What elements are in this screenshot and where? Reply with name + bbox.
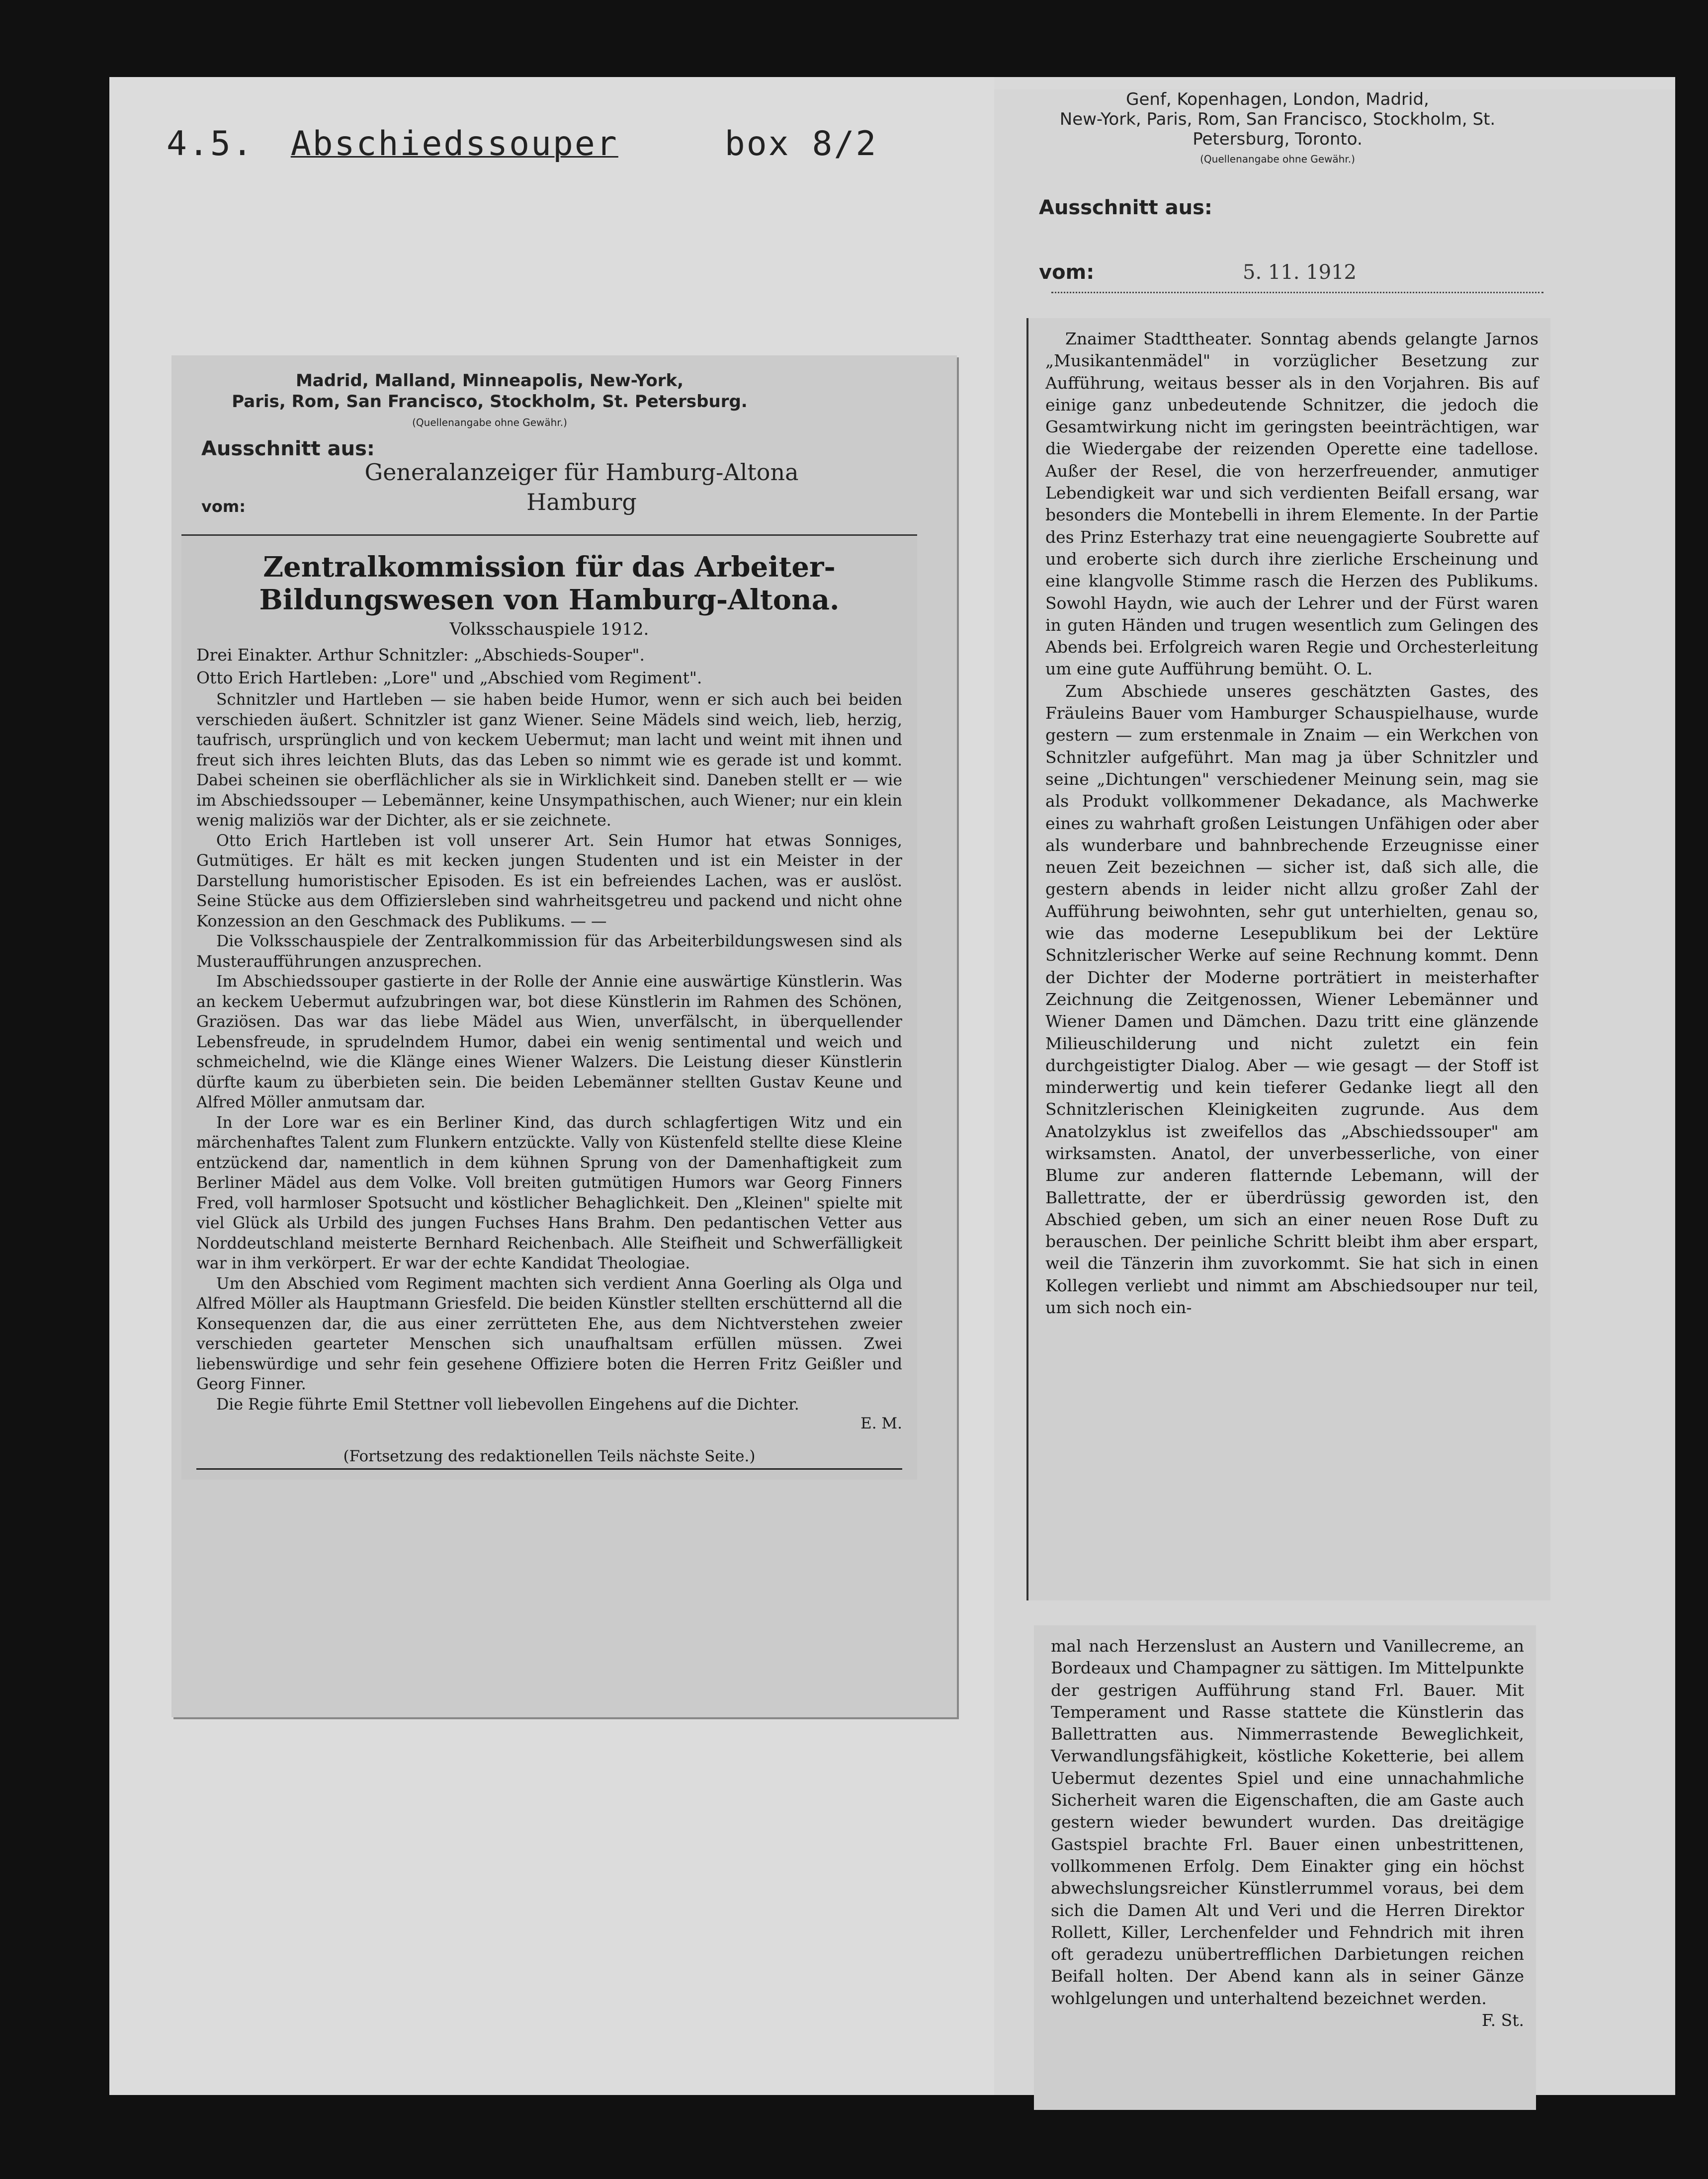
archive-sheet <box>109 77 1675 2095</box>
left-page <box>109 77 994 2095</box>
right-page <box>994 89 1675 2095</box>
right-from-label: vom: <box>1039 261 1095 284</box>
article-paragraph: Otto Erich Hartleben ist voll unserer Art. Sein Humor hat etwas Sonniges, Gutmütiges. Er hält es mit kecken jungen Studenten und ist ein Meister in der Darstellung humoristischer Episoden. Es ist ein befreiendes Lachen, was er auslöst. Seine Stücke aus dem Offiziersleben sind wahrheitsgetreu und packend und nicht ohne Konzession an den Geschmack des Publikums. — — <box>196 832 902 930</box>
right-article-body2 <box>1034 1625 1536 2036</box>
right-paragraph: Znaimer Stadttheater. Sonntag abends gelangte Jarnos „Musikantenmädel" in vorzüglicher Besetzung zur Aufführung, weitaus besser als in den Vorjahren. Bis auf einige ganz unbedeutende Schnitzer, die jedoch die Gesamtwirkung nicht im geringsten beeinträchtigen, war die Wiedergabe der reizenden Operette eine tadellose. Außer der Resel, die von herzerfreuender, anmutiger Lebendigkeit war und sich verdienten Beifall ersang, war besonders die Montebelli in ihrem Elemente. In der Partie des Prinz Esterhazy trat eine neuengagierte Soubrette auf und eroberte sich durch ihre zierliche Erscheinung und eine klangvolle Stimme rasch die Herzen des Publikums. Sowohl Haydn, wie auch der Lehrer und der Fürst waren in guten Händen und trugen wesentlich zum Gelingen des Abends bei. Erfolgreich waren Regie und Orchesterleitung um eine gute Aufführung bemüht. O. L. <box>1045 329 1538 679</box>
left-clipping <box>171 355 957 1717</box>
right-signature: F. St. <box>1481 2011 1524 2030</box>
article-paragraph: Schnitzler und Hartleben — sie haben beide Humor, wenn er sich auch bei beiden verschieden äußert. Schnitzler ist ganz Wiener. Seine Mädels sind weich, lieb, herzig, taufrisch, ursprünglich und von keckem Uebermut; man lacht und weint mit ihnen und freut sich ihres leichten Bluts, das das Leben so nimmt wie es gerade ist und kommt. Dabei scheinen sie oberflächlicher als sie in Wirklichkeit sind. Daneben stellt er — wie im Abschiedssouper — Lebemänner, keine Unsympathischen, auch Wiener; nur ein klein wenig maliziös war der Dichter, als er sie zeichnete. <box>196 691 902 830</box>
right-cutout-label: Ausschnitt aus: <box>1039 196 1212 219</box>
article-paragraph: Die Volksschauspiele der Zentralkommission für das Arbeiterbildungswesen sind als Musteraufführungen anzusprechen. <box>196 932 902 971</box>
right-article-body1 <box>1028 318 1550 1324</box>
right-paragraph: Zum Abschiede unseres geschätzten Gastes, des Fräuleins Bauer vom Hamburger Schauspielhause, wurde gestern — zum erstenmale in Znaim — ein Werkchen von Schnitzler aufgeführt. Man mag ja über Schnitzler und seine „Dichtungen" verschiedener Meinung sein, mag sie als Produkt vollkommener Dekadance, als Machwerke eines zu wahrhaft großen Leistungen Unfähigen oder aber als wunderbare und bahnbrechende Erzeugnisse einer neuen Zeit bezeichnen — sicher ist, daß sich alle, die gestern abends in leider nicht allzu großer Zahl der Aufführung beiwohnten, sehr gut unterhielten, genau so, wie das moderne Lesepublikum bei der Lektüre Schnitzlerischer Werke auf seine Rechnung kommt. Denn der Dichter der Moderne porträtiert in meisterhafter Zeichnung die Zeitgenossen, Wiener Lebemänner und Wiener Damen und Dämchen. Dazu tritt eine glänzende Milieuschilderung und nicht zuletzt ein fein durchgeistigter Dialog. Aber — wie gesagt — der Stoff ist minderwertig und kein tieferer Gedanke liegt all den Schnitzlerischen Kleinigkeiten zugrunde. Aus dem Anatolzyklus ist zweifellos das „Abschiedssouper" am wirksamsten. Anatol, der unverbesserliche, von einer Blume zur anderen flatternde Lebemann, will der Ballettratte, der er überdrüssig geworden ist, den Abschied geben, um sich an einer neuen Rose Duft zu berauschen. Der peinliche Schritt bleibt ihm aber erspart, weil die Tänzerin ihm zuvorkommt. Sie hat sich in einen Kollegen verliebt und nimmt am Abschiedsouper nur teil, um sich noch ein- <box>1045 681 1538 1318</box>
right-clipping-part2 <box>1034 1625 1536 2110</box>
left-from-label: vom: <box>201 497 246 516</box>
left-agency-line1: Madrid, Malland, Minneapolis, New-York, <box>295 371 684 391</box>
right-date: 5. 11. 1912 <box>1243 261 1357 284</box>
right-clipping-part1 <box>1026 318 1550 1600</box>
paper-line2: Hamburg <box>526 489 637 515</box>
from-dotted-line <box>1051 291 1543 293</box>
right-agency-line1: Genf, Kopenhagen, London, Madrid, <box>1126 89 1429 109</box>
right-agency-header <box>1054 89 1501 169</box>
article-headline: Zentralkommission für das Arbeiter-Bildungswesen von Hamburg-Altona. <box>259 551 840 616</box>
right-agency-line2: New-York, Paris, Rom, San Francisco, Stockholm, St. Petersburg, Toronto. <box>1059 109 1496 149</box>
header-number: 4.5. <box>167 124 254 164</box>
article-body <box>196 690 902 1415</box>
right-agency-note: (Quellenangabe ohne Gewähr.) <box>1200 153 1355 165</box>
folder-header <box>167 124 877 164</box>
article-paragraph: Um den Abschied vom Regiment machten sich verdient Anna Goerling als Olga und Alfred Möller als Hauptmann Griesfeld. Die beiden Künstler stellten erschütternd all die Konsequenzen dar, die aus einer zerrütteten Ehe, aus dem Nichtverstehen zweier verschieden gearteter Menschen sich unaufhaltsam erfüllen müssen. Zwei liebenswürdige und sehr fein gesehene Offiziere boten die Herren Fritz Geißler und Georg Finner. <box>196 1274 902 1393</box>
article-subhead: Volksschauspiele 1912. <box>449 619 649 639</box>
article-paragraph: In der Lore war es ein Berliner Kind, das durch schlagfertigen Witz und ein märchenhaftes Talent zum Flunkern entzückte. Vally von Küstenfeld stellte diese Kleine entzückend dar, namentlich in dem kühnen Sprung von der Damenhaftigkeit zum Berliner Mädel aus dem Volke. Voll breiten gutmütigen Humors war Georg Finners Fred, voll harmloser Spotsucht und köstlicher Behaglichkeit. Den „Kleinen" spielte mit viel Glück als Urbild des jungen Fuchses Hans Brahm. Den pedantischen Vetter aus Norddeutschland meisterte Bernhard Reichenbach. Alle Steifheit und Schwerfälligkeit war in ihm verkörpert. Er war der echte Kandidat Theologiae. <box>196 1113 902 1272</box>
left-agency-note: (Quellenangabe ohne Gewähr.) <box>412 417 567 428</box>
article-line2: Otto Erich Hartleben: „Lore" und „Abschied vom Regiment". <box>196 668 702 687</box>
left-cutout-label: Ausschnitt aus: <box>201 437 375 460</box>
article-paragraph: Die Regie führte Emil Stettner voll liebevollen Eingehens auf die Dichter. <box>216 1395 799 1414</box>
left-agency-line2: Paris, Rom, San Francisco, Stockholm, St. Petersburg. <box>232 392 748 412</box>
right-paragraph: mal nach Herzenslust an Austern und Vanillecreme, an Bordeaux und Champagner zu sättigen. Im Mittelpunkte der gestrigen Aufführung stand Frl. Bauer. Mit Temperament und Rasse stattete die Künstlerin das Ballettratten aus. Nimmerrastende Beweglichkeit, Verwandlungsfähigkeit, köstliche Koketterie, bei allem Uebermut dezentes Spiel und eine unnachahmliche Sicherheit waren die Eigenschaften, die am Gaste auch gestern wieder bewundert wurden. Das dreitägige Gastspiel brachte Frl. Bauer einen unbestrittenen, vollkommenen Erfolg. Dem Einakter ging ein höchst abwechslungsreicher Künstlerrummel voraus, bei dem sich die Damen Alt und Veri und die Herren Direktor Rollett, Killer, Lerchenfelder und Fehndrich mit ihren oft geradezu unübertrefflichen Darbietungen reichen Beifall holten. Der Abend kann als in seiner Gänze wohlgelungen und unterhaltend bezeichnet werden. <box>1051 1636 1524 2008</box>
continuation-note: (Fortsetzung des redaktionellen Teils nächste Seite.) <box>196 1447 902 1470</box>
left-agency-header <box>226 370 753 433</box>
left-article <box>181 534 917 1480</box>
paper-line1: Generalanzeiger für Hamburg-Altona <box>364 459 799 486</box>
article-signature: E. M. <box>860 1415 902 1432</box>
header-box: box 8/2 <box>724 124 878 164</box>
article-line1: Drei Einakter. Arthur Schnitzler: „Abschieds-Souper". <box>196 645 645 665</box>
article-paragraph: Im Abschiedssouper gastierte in der Rolle der Annie eine auswärtige Künstlerin. Was an keckem Uebermut aufzubringen war, bot diese Künstlerin im Rahmen des Schönen, Graziösen. Das war das liebe Mädel aus Wien, unverfälscht, in überquellender Lebensfreude, in sprudelndem Humor, dabei ein wenig sentimental und weich und schmeichelnd, wie die Klänge eines Wiener Walzers. Die Leistung dieser Künstlerin dürfte kaum zu überbieten sein. Die beiden Lebemänner stellten Gustav Keune und Alfred Möller anmutsam dar. <box>196 973 902 1111</box>
left-newspaper-name <box>321 457 843 517</box>
header-title: Abschiedssouper <box>290 124 618 164</box>
